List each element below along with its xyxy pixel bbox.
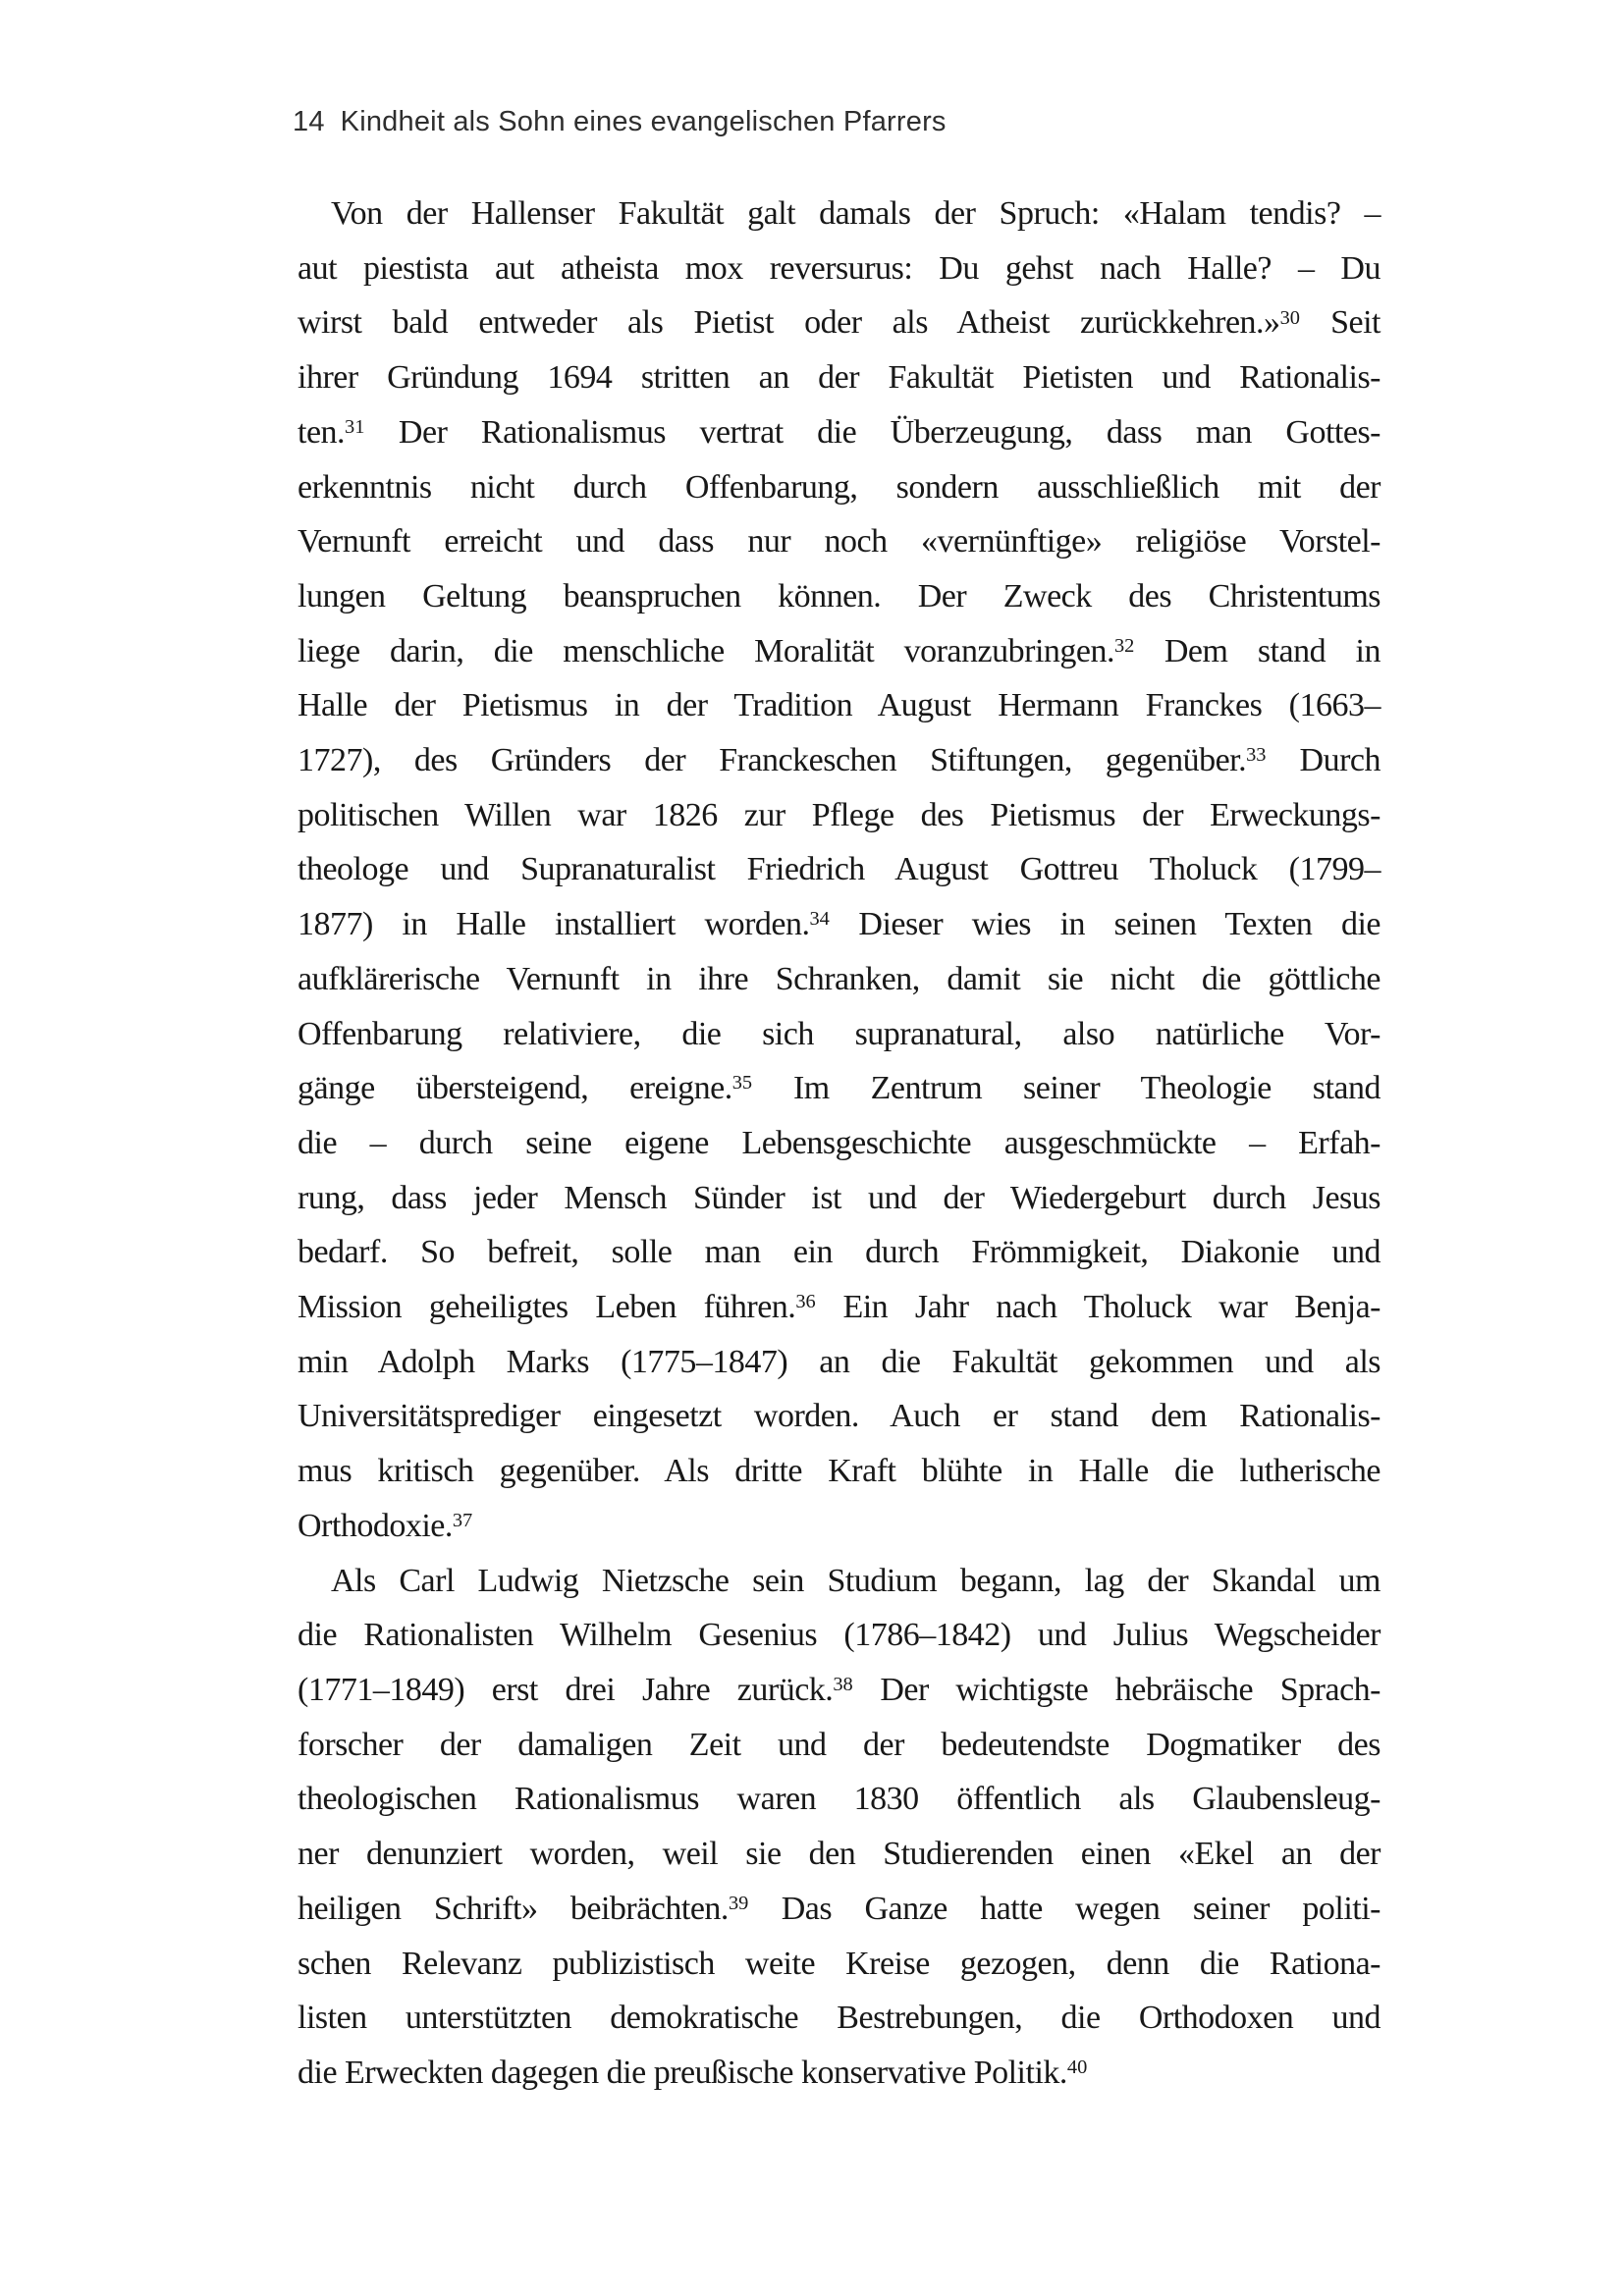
page-number: 14 (293, 106, 325, 137)
paragraph (298, 187, 1380, 1554)
text-line: aufklärerische Vernunft in ihre Schranken, damit sie nicht die göttliche (298, 960, 1380, 997)
text-line: Als Carl Ludwig Nietzsche sein Studium begann, lag der Skandal um (331, 1562, 1380, 1599)
text-line: theologischen Rationalismus waren 1830 öffentlich als Glaubensleug- (298, 1781, 1380, 1818)
text-line: ten.$^{31}$ Der Rationalismus vertrat die Überzeugung, dass man Gottes- (298, 413, 1380, 451)
text-line: Offenbarung relativiere, die sich supranatural, also natürliche Vor- (298, 1015, 1380, 1052)
footnote-marker: 34 (809, 908, 830, 931)
text-line: (1771–1849) erst drei Jahre zurück.$^{38}$ Der wichtigste hebräische Sprach- (298, 1671, 1380, 1708)
body-text (298, 187, 1380, 2101)
footnote-marker: 40 (1066, 2056, 1088, 2079)
footnote-marker: 39 (728, 1893, 749, 1915)
text-line: Halle der Pietismus in der Tradition August Hermann Franckes (1663– (298, 687, 1380, 724)
footnote-marker: 31 (345, 416, 365, 439)
text-line: ihrer Gründung 1694 stritten an der Fakultät Pietisten und Rationalis- (298, 359, 1380, 397)
text-line: wirst bald entweder als Pietist oder als Atheist zurückkehren.»$^{30}$ Seit (298, 304, 1380, 342)
text-line: lungen Geltung beanspruchen können. Der Zweck des Christentums (298, 577, 1380, 614)
footnote-marker: 36 (795, 1291, 816, 1313)
paragraph (298, 1554, 1380, 2101)
text-line: die Rationalisten Wilhelm Gesenius (1786–1842) und Julius Wegscheider (298, 1617, 1380, 1654)
text-line: gänge übersteigend, ereigne.$^{35}$ Im Zentrum seiner Theologie stand (298, 1070, 1380, 1107)
text-line: min Adolph Marks (1775–1847) an die Fakultät gekommen und als (298, 1343, 1380, 1380)
text-line: rung, dass jeder Mensch Sünder ist und der Wiedergeburt durch Jesus (298, 1179, 1380, 1216)
text-line: bedarf. So befreit, solle man ein durch Frömmigkeit, Diakonie und (298, 1234, 1380, 1271)
footnote-marker: 30 (1279, 306, 1300, 329)
text-line: Von der Hallenser Fakultät galt damals der Spruch: «Halam tendis? – (331, 195, 1380, 232)
text-line: Orthodoxie.$^{37}$ (298, 1507, 473, 1544)
footnote-marker: 32 (1113, 634, 1135, 657)
text-line: theologe und Supranaturalist Friedrich August Gottreu Tholuck (1799– (298, 851, 1380, 888)
footnote-marker: 37 (452, 1510, 473, 1532)
footnote-marker: 35 (731, 1072, 753, 1095)
text-line: 1877) in Halle installiert worden.$^{34}$ Dieser wies in seinen Texten die (298, 906, 1380, 943)
chapter-title: Kindheit als Sohn eines evangelischen Pfarrers (340, 106, 947, 137)
text-line: listen unterstützten demokratische Bestrebungen, die Orthodoxen und (298, 2000, 1380, 2037)
text-line: mus kritisch gegenüber. Als dritte Kraft blühte in Halle die lutherische (298, 1453, 1380, 1490)
text-line: schen Relevanz publizistisch weite Kreise gezogen, denn die Rationa- (298, 1945, 1380, 1982)
text-line: forscher der damaligen Zeit und der bedeutendste Dogmatiker des (298, 1726, 1380, 1763)
text-line: die – durch seine eigene Lebensgeschichte ausgeschmückte – Erfah- (298, 1124, 1380, 1161)
running-head (293, 106, 947, 138)
text-line: die Erweckten dagegen die preußische konservative Politik.$^{40}$ (298, 2054, 1088, 2091)
text-line: erkenntnis nicht durch Offenbarung, sondern ausschließlich mit der (298, 468, 1380, 506)
text-line: Universitätsprediger eingesetzt worden. Auch er stand dem Rationalis- (298, 1398, 1380, 1435)
footnote-marker: 38 (833, 1674, 853, 1696)
text-line: heiligen Schrift» beibrächten.$^{39}$ Das Ganze hatte wegen seiner politi- (298, 1890, 1380, 1927)
text-line: Vernunft erreicht und dass nur noch «vernünftige» religiöse Vorstel- (298, 523, 1380, 561)
text-line: Mission geheiligtes Leben führen.$^{36}$ Ein Jahr nach Tholuck war Benja- (298, 1289, 1381, 1326)
text-line: liege darin, die menschliche Moralität voranzubringen.$^{32}$ Dem stand in (298, 632, 1380, 669)
text-line: 1727), des Gründers der Franckeschen Stiftungen, gegenüber.$^{33}$ Durch (298, 742, 1381, 779)
text-line: politischen Willen war 1826 zur Pflege des Pietismus der Erweckungs- (298, 796, 1380, 833)
text-line: aut piestista aut atheista mox reversurus: Du gehst nach Halle? – Du (298, 249, 1380, 287)
footnote-marker: 33 (1246, 744, 1267, 767)
text-line: ner denunziert worden, weil sie den Studierenden einen «Ekel an der (298, 1836, 1380, 1873)
